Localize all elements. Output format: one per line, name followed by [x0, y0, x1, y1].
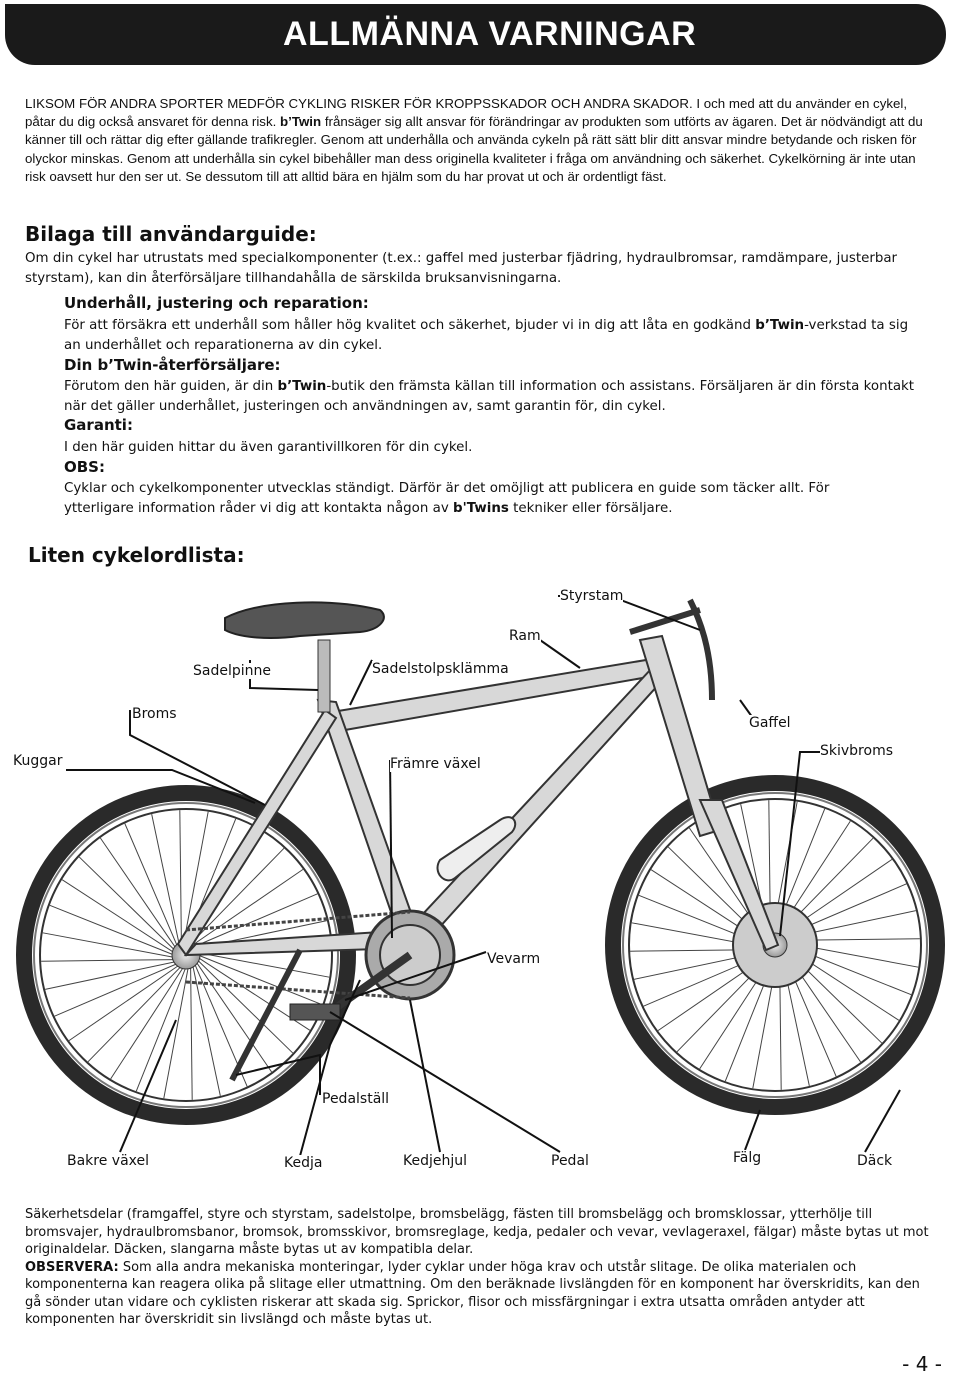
spoke — [50, 905, 174, 955]
spoke — [111, 967, 184, 1079]
label-sadelstolpsklamma: Sadelstolpsklämma — [372, 661, 509, 677]
spoke — [43, 933, 175, 958]
obs-text-b: tekniker eller försäljare. — [513, 501, 673, 516]
warranty-text: I den här guiden hittar du även garantivillkoren för din cykel. — [64, 440, 473, 455]
maintenance-brand: b’Twin — [755, 318, 805, 333]
label-vevarm: Vevarm — [487, 951, 541, 967]
warranty-title: Garanti: — [64, 416, 133, 434]
dealer-text-a: Förutom den här guiden, är din — [64, 379, 274, 394]
dealer-text-b: -butik den främsta källan till information och assistans. Försäljaren är din första kontakt när det gäller underhållet, justeringen och användningen av, samt garantin för, din cykel. — [64, 379, 915, 414]
spoke — [191, 966, 193, 1100]
safety-notes — [25, 1206, 930, 1329]
label-pedalstall: Pedalställ — [322, 1091, 390, 1107]
spoke — [136, 967, 186, 1091]
observera-body: Som alla andra mekaniska monteringar, lyder cyklar under höga krav och utstår slitage. De olika materialen och komponenterna kan reagera olika på slitage eller utmattning. Om den beräknade livslängden för en komponent har överskridits, kan den gå sönder utan vidare och cyklisten riskerar att skada sig. Sprickor, flisor och missfärgningar i extra utsatta områden antyder att komponenten har överskridit sin livslängd och måste bytas ut. — [25, 1259, 920, 1327]
spoke — [41, 960, 175, 962]
frame — [178, 636, 778, 955]
obs-brand: b'Twins — [453, 501, 509, 516]
label-kedja: Kedja — [284, 1155, 323, 1171]
obs-text-a: Cyklar och cykelkomponenter utvecklas ständigt. Därför är det omöjligt att publicera en guide som täcker allt. För ytterligare information råder vi dig att kontakta någon av — [64, 481, 830, 516]
spoke — [62, 880, 174, 953]
page-title: ALLMÄNNA VARNINGAR — [283, 15, 697, 53]
spoke — [180, 810, 182, 944]
label-skivbroms: Skivbroms — [820, 743, 894, 759]
warning-text-1: LIKSOM FÖR ANDRA SPORTER MEDFÖR CYKLING RISKER FÖR KROPPSSKADOR OCH ANDRA SKADOR. I och med att du använder en cykel, påtar du dig också ansvaret för denna risk. — [25, 96, 908, 130]
label-gaffel: Gaffel — [749, 715, 791, 731]
label-broms: Broms — [132, 706, 177, 722]
obs-title: OBS: — [64, 458, 105, 476]
label-pedal: Pedal — [551, 1153, 589, 1169]
dealer-brand: b’Twin — [277, 379, 327, 394]
appendix-intro: Om din cykel har utrustats med specialkomponenter (t.ex.: gaffel med justerbar fjädring, hydraulbromsar, ramdämpare, justerbar styrstam), kan din återförsäljare tillhandahålla de särskilda bruksanvisningarna. — [25, 251, 898, 286]
label-framre-vaxel: Främre växel — [390, 756, 481, 772]
safety-parts-text: Säkerhetsdelar (framgaffel, styre och styrstam, sadelstolpe, bromsbelägg, fästen till bromsbelägg och bromsklossar, ytterhölje till bromsvajer, hydraulbromsbanor, bromsok, bromsskivor, bromsreglage, kedja, pedaler och vevar, vevlageraxel, fälgar) måste bytas ut mot originaldelar. Däcken, slangarna måste bytas ut av kompatibla delar. — [25, 1207, 929, 1257]
spoke — [198, 953, 330, 978]
warning-text-2: frånsäger sig allt ansvar för förändringar av produkten som utförts av ägaren. Det är nödvändigt att du känner till och rättar dig efter gällande trafikregler. Genom att underhålla och använda cykeln på rätt sätt blir ditt ansvar mindre betydande och risken för olyckor minskas. Genom att underhålla sin cykel bibehåller man dess originella kvaliteter i fråga om användning och säkerhet. Cykelkörning är inte utan risk oavsett hur den ser ut. Se dessutom till att alltid bära en hjälm som du har provat ut och är ordentligt fäst. — [25, 114, 923, 184]
dealer-title: Din b’Twin-återförsäljare: — [64, 356, 281, 374]
label-styrstam: Styrstam — [560, 588, 624, 604]
label-sadelpinne: Sadelpinne — [193, 663, 271, 679]
appendix-title: Bilaga till användarguide: — [25, 222, 317, 246]
spoke — [198, 955, 322, 1005]
label-falg: Fälg — [733, 1150, 762, 1166]
maintenance-text-a: För att försäkra ett underhåll som håller hög kvalitet och säkerhet, bjuder vi in dig att låta en godkänd — [64, 318, 751, 333]
label-ram: Ram — [509, 628, 541, 644]
label-bakre-vaxel: Bakre växel — [67, 1153, 150, 1169]
glossary-title: Liten cykelordlista: — [28, 543, 245, 567]
observera-text — [25, 1259, 930, 1329]
spoke — [45, 962, 176, 990]
observera-label: OBSERVERA: — [25, 1259, 119, 1275]
spoke — [164, 967, 189, 1099]
maintenance-text-b: -verkstad ta sig an underhållet och reparationerna av din cykel. — [64, 318, 909, 353]
label-kuggar: Kuggar — [13, 753, 63, 769]
pedal — [290, 1004, 340, 1020]
page-number: - 4 - — [902, 1352, 942, 1376]
brand-name: b’Twin — [280, 114, 322, 130]
label-dack: Däck — [857, 1153, 893, 1169]
spoke — [152, 814, 180, 945]
label-kedjehjul: Kedjehjul — [403, 1153, 468, 1169]
maintenance-title: Underhåll, justering och reparation: — [64, 294, 369, 312]
saddle — [225, 602, 384, 638]
